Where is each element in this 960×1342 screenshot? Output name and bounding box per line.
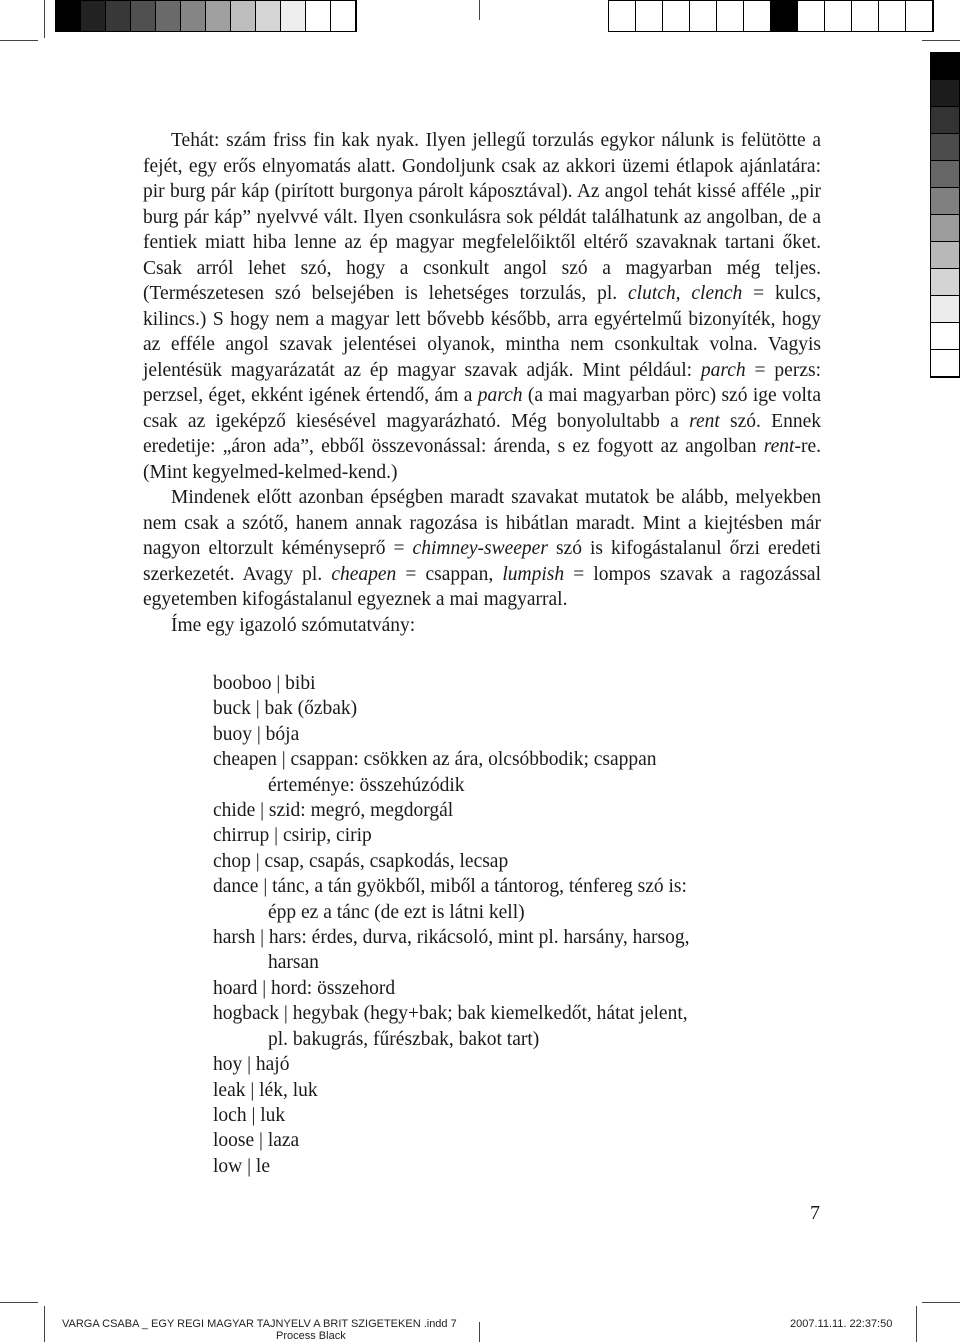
color-swatch [131,1,156,31]
color-swatch [744,1,771,31]
color-swatch [256,1,281,31]
crop-mark [44,0,45,38]
italic-term: cheapen [331,563,397,585]
paragraph [143,613,821,639]
word-list-entry: hoy | hajó [213,1054,290,1076]
italic-term: lumpish [502,563,565,585]
color-swatch [852,1,879,31]
color-swatch [281,1,306,31]
color-swatch [931,134,959,161]
word-list-entry: chirrup | csirip, cirip [213,825,372,847]
word-list-entry: low | le [213,1155,270,1177]
text-run: = perzs: perzsel, éget, ekként igének értendő, ám a [143,359,821,406]
color-swatch [931,80,959,107]
text-run: szó is kifogástalanul őrzi eredeti szerkezetét. Avagy pl. [143,538,821,585]
word-list-entry: loose | laza [213,1130,300,1152]
word-list-entry: leak | lék, luk [213,1079,318,1101]
color-swatch [906,1,933,31]
color-swatch [931,188,959,215]
color-swatch [331,1,356,31]
color-bar-top-right [608,0,934,32]
text-run: (a mai magyarban pörc) szó ige volta csak az igeképző kiesésével magyarázható. Még bonyolultabb a [143,385,821,432]
word-list-entry: hogback | hegybak (hegy+bak; bak kiemelkedőt, hátat jelent, pl. bakugrás, fűrészbak, bakot tart) [213,1003,688,1050]
color-bar-top-left [55,0,357,32]
crop-mark [922,1302,960,1303]
paragraph [143,485,821,613]
italic-term: rent [763,436,795,457]
color-swatch [609,1,636,31]
text-run: -re. (Mint kegyelmed-kelmed-kend.) [143,436,821,483]
word-list-entry: dance | tánc, a tán gyökből, miből a tántorog, ténfereg szó is: épp ez a tánc (de ezt is látni kell) [213,876,687,923]
text-run: Íme egy igazoló szómutatvány: [171,614,416,636]
word-list-entry: chide | szid: megró, megdorgál [213,800,454,822]
color-swatch [636,1,663,31]
color-swatch [206,1,231,31]
color-swatch [81,1,106,31]
italic-term: chimney-sweeper [412,538,548,559]
text-run: = kulcs, kilincs.) S hogy nem a magyar lett bővebb később, arra egyértelmű bizonyíték, hogy az efféle angol szavak jelentései olyanok, mintha nem csonkultak volna. Vagyis jelentésük magyarázatát az ép magyar szavak adják. Mint például: [143,283,821,381]
color-bar-right [930,52,960,378]
paragraph [143,128,821,485]
italic-term: rent [689,410,720,432]
text-run: Mindenek előtt azonban épségben maradt szavakat mutatok be alább, melyekben nem csak a szótő, hanem annak ragozása is hibátlan maradt. Mint a kiejtésben már nagyon eltorzult kéményseprő = [143,487,821,559]
italic-term: parch [700,359,746,381]
color-swatch [306,1,331,31]
crop-mark [0,40,38,41]
color-swatch [931,350,959,377]
color-swatch [931,215,959,242]
crop-mark [922,40,960,41]
color-swatch [106,1,131,31]
color-swatch [931,161,959,188]
color-swatch [931,323,959,350]
crop-mark [44,1306,45,1342]
color-swatch [771,1,798,31]
word-list-entry: hoard | hord: összehord [213,977,396,999]
word-list-entry: chop | csap, csapás, csapkodás, lecsap [213,850,509,872]
color-swatch [156,1,181,31]
color-swatch [931,269,959,296]
color-swatch [931,296,959,323]
footer-date: 2007.11.11. 22:37:50 [790,1318,893,1330]
text-run: = csappan, [396,563,503,585]
footer-process: Process Black [276,1330,346,1342]
italic-term: clutch, clench [628,283,743,304]
word-list-entry: cheapen | csappan: csökken az ára, olcsóbbodik; csappan érteménye: összehúzódik [213,749,657,796]
color-swatch [825,1,852,31]
color-swatch [931,53,959,80]
crop-mark [916,1306,917,1342]
page-number: 7 [810,1202,820,1224]
color-swatch [56,1,81,31]
color-swatch [181,1,206,31]
color-swatch [663,1,690,31]
registration-tick [479,0,480,20]
word-list-entry: buoy | bója [213,723,300,745]
body-text [143,128,821,638]
word-list [213,671,693,1179]
text-run: Tehát: szám friss fin kak nyak. Ilyen jellegű torzulás egykor nálunk is felütötte a fejét, egy erős elnyomatás alatt. Gondoljunk csak az akkori üzemi étlapok ajánlatára: pir burg pár káp (pirított burgonya párolt káposztával). Az angol tehát kissé afféle „pir burg pár káp” nyelvvé vált. Ilyen csonkulásra sok példát találhatunk az angolban, de a fentiek miatt hiba lenne az ép magyar megfelelőiktől eltérő szavaknak tartani őket. Csak arról lehet szó, hogy a csonkult angol szó a magyarban még teljes. (Természetesen szó belsejében is lehetséges torzulás, pl. [143,130,821,304]
crop-mark [0,1302,38,1303]
color-swatch [931,107,959,134]
registration-tick [479,1322,480,1342]
word-list-entry: buck | bak (őzbak) [213,698,358,720]
color-swatch [717,1,744,31]
word-list-entry: loch | luk [213,1104,286,1126]
footer-filename: VARGA CSABA _ EGY REGI MAGYAR TAJNYELV A BRIT SZIGETEKEN .indd 7 [62,1318,457,1330]
color-swatch [798,1,825,31]
color-swatch [690,1,717,31]
word-list-entry: harsh | hars: érdes, durva, rikácsoló, mint pl. harsány, harsog, harsan [213,927,690,974]
color-swatch [931,242,959,269]
word-list-entry: booboo | bibi [213,673,316,694]
color-swatch [231,1,256,31]
italic-term: parch [477,385,523,406]
text-run: szó. Ennek eredetije: „áron ada”, ebből összevonással: árenda, s ez fogyott az angolban [143,410,822,457]
color-swatch [879,1,906,31]
text-run: = lompos szavak a ragozással egyetemben kifogástalanul egyeznek a mai magyarral. [143,563,822,610]
